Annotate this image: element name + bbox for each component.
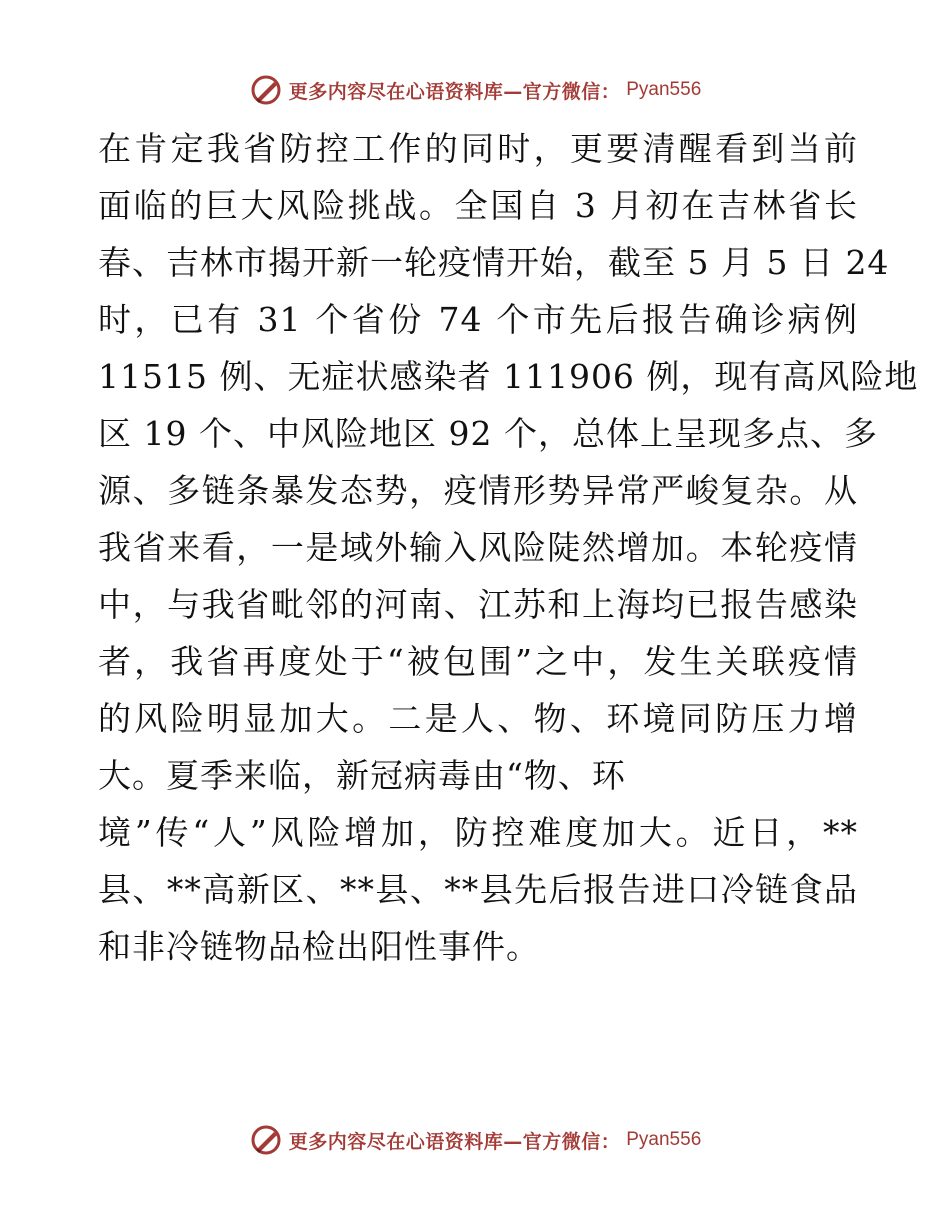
body-line: 县、**高新区、**县、**县先后报告进口冷链食品: [98, 870, 858, 909]
body-line: 区 19 个、中风险地区 92 个，总体上呈现多点、多: [98, 414, 878, 453]
body-line: 源、多链条暴发态势，疫情形势异常严峻复杂。从: [98, 471, 858, 510]
body-line: 我省来看，一是域外输入风险陡然增加。本轮疫情: [98, 528, 858, 567]
watermark-text: 更多内容尽在心语资料库—官方微信：: [288, 80, 621, 103]
body-line: 春、吉林市揭开新一轮疫情开始，截至 5 月 5 日 24: [98, 243, 890, 282]
pen-circle-logo-icon: [249, 73, 283, 107]
body-line: 时，已有 31 个省份 74 个市先后报告确诊病例: [98, 300, 858, 339]
document-body: [98, 120, 919, 975]
body-line: 和非冷链物品检出阳性事件。: [98, 927, 540, 966]
pen-circle-logo-icon: [249, 1123, 283, 1157]
watermark-text: 更多内容尽在心语资料库—官方微信：: [288, 1130, 621, 1153]
footer-watermark: [0, 1120, 950, 1160]
body-line: 者，我省再度处于“被包围”之中，发生关联疫情: [98, 642, 858, 681]
body-line: 在肯定我省防控工作的同时，更要清醒看到当前: [98, 129, 858, 168]
body-line: 面临的巨大风险挑战。全国自 3 月初在吉林省长: [98, 186, 858, 225]
body-line: 大。夏季来临，新冠病毒由“物、环: [98, 756, 626, 795]
body-line: 境”传“人”风险增加，防控难度加大。近日，**: [98, 813, 858, 852]
watermark-id: Pyan556: [626, 1129, 702, 1150]
body-line: 11515 例、无症状感染者 111906 例，现有高风险地: [98, 357, 919, 396]
body-line: 的风险明显加大。二是人、物、环境同防压力增: [98, 699, 858, 738]
watermark-id: Pyan556: [626, 79, 702, 100]
body-line: 中，与我省毗邻的河南、江苏和上海均已报告感染: [98, 585, 858, 624]
header-watermark: [0, 70, 950, 110]
